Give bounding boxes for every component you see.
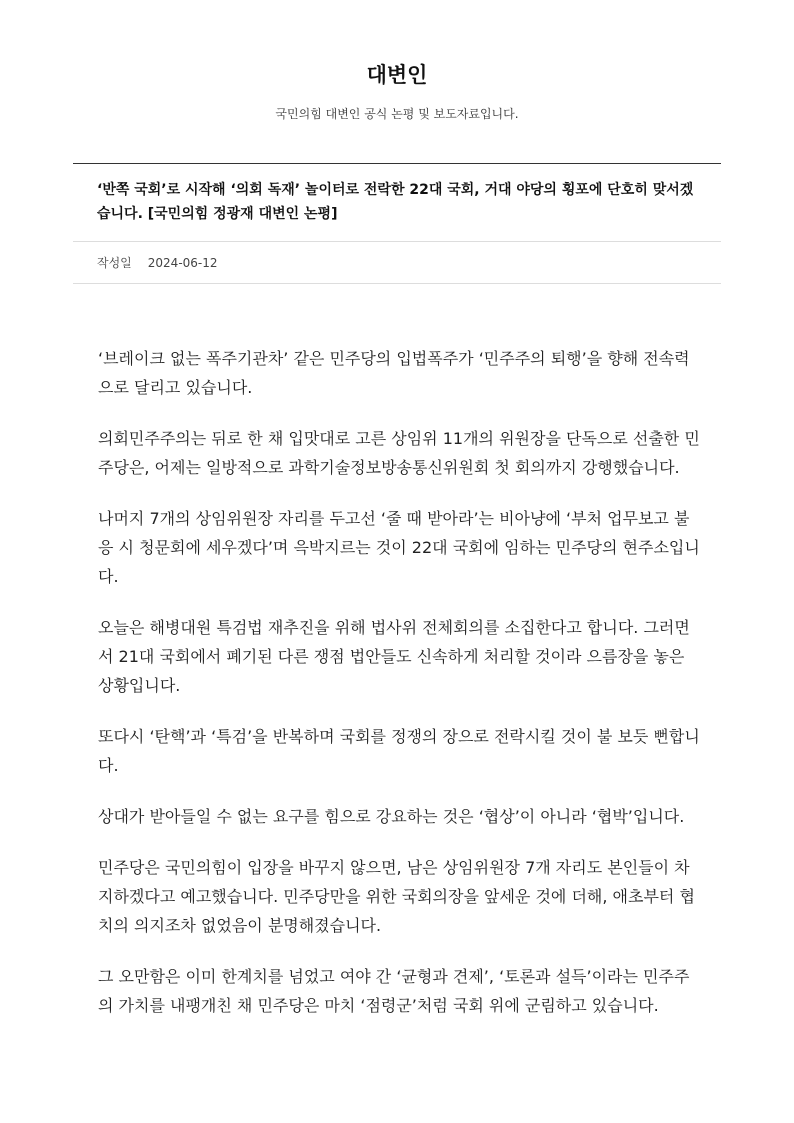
- paragraph-7: 민주당은 국민의힘이 입장을 바꾸지 않으면, 남은 상임위원장 7개 자리도 본인들이 차지하겠다고 예고했습니다. 민주당만을 위한 국회의장을 앞세운 것에 더해, 애초부터 협치의 의지조차 없었음이 분명해졌습니다.: [98, 858, 695, 935]
- paragraph-5: 또다시 ‘탄핵’과 ‘특검’을 반복하며 국회를 정쟁의 장으로 전락시킬 것이 불 보듯 뻔합니다.: [98, 727, 700, 775]
- article-header: [73, 163, 721, 284]
- article-body: [98, 344, 702, 1042]
- paragraph-8: 그 오만함은 이미 한계치를 넘었고 여야 간 ‘균형과 견제’, ‘토론과 설득’이라는 민주주의 가치를 내팽개친 채 민주당은 마치 ‘점령군’처럼 국회 위에 군림하고 있습니다.: [98, 967, 690, 1015]
- paragraph-4: 오늘은 해병대원 특검법 재추진을 위해 법사위 전체회의를 소집한다고 합니다. 그러면서 21대 국회에서 폐기된 다른 쟁점 법안들도 신속하게 처리할 것이라 으름장을 놓은 상황입니다.: [98, 618, 690, 695]
- date-value: 2024-06-12: [147, 255, 218, 270]
- paragraph-2: 의회민주주의는 뒤로 한 채 입맛대로 고른 상임위 11개의 위원장을 단독으로 선출한 민주당은, 어제는 일방적으로 과학기술정보방송통신위원회 첫 회의까지 강행했습니다.: [98, 429, 700, 477]
- paragraph-1: ‘브레이크 없는 폭주기관차’ 같은 민주당의 입법폭주가 ‘민주주의 퇴행’을 향해 전속력으로 달리고 있습니다.: [98, 349, 690, 397]
- page-subtitle: 국민의힘 대변인 공식 논평 및 보도자료입니다.: [275, 107, 519, 121]
- date-label: 작성일: [97, 256, 132, 270]
- paragraph-3: 나머지 7개의 상임위원장 자리를 두고선 ‘줄 때 받아라’는 비아냥에 ‘부처 업무보고 불응 시 청문회에 세우겠다’며 윽박지르는 것이 22대 국회에 임하는 민주당의 현주소입니다.: [98, 509, 700, 586]
- page-header: [0, 60, 794, 123]
- page-title: 대변인: [366, 63, 428, 87]
- article-meta: [73, 242, 721, 284]
- paragraph-6: 상대가 받아들일 수 없는 요구를 힘으로 강요하는 것은 ‘협상’이 아니라 ‘협박’입니다.: [98, 807, 685, 826]
- article-title: ‘반쪽 국회’로 시작해 ‘의회 독재’ 놀이터로 전락한 22대 국회, 거대 야당의 횡포에 단호히 맞서겠습니다. [국민의힘 정광재 대변인 논평]: [73, 164, 721, 242]
